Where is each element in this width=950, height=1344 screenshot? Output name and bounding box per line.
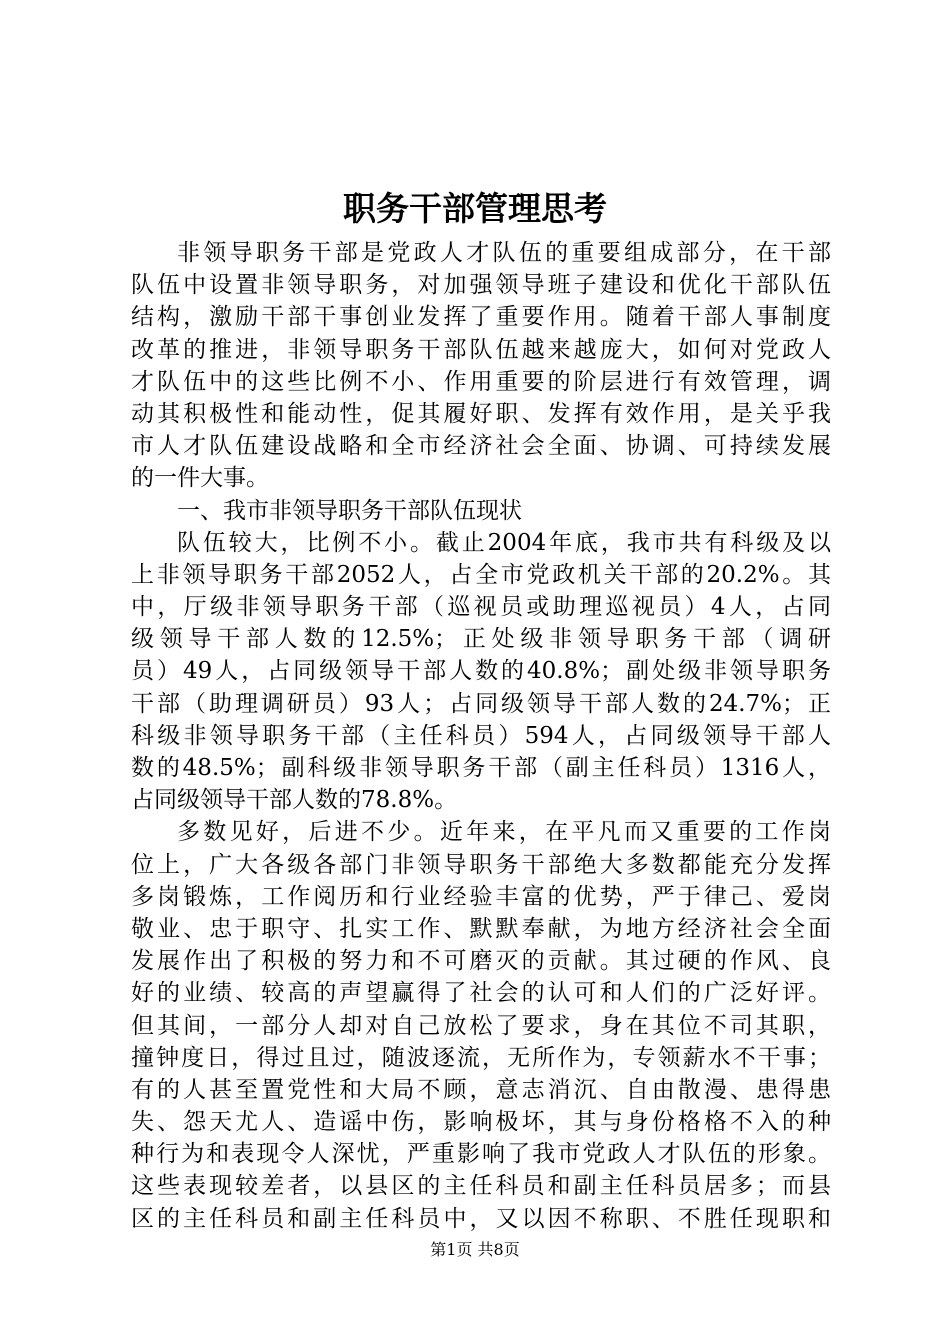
text-line: 队伍较大，比例不小。截止2004年底，我市共有科级及以 [177, 529, 831, 556]
section-heading: 一、我市非领导职务干部队伍现状 [177, 497, 522, 524]
text-line: 上非领导职务干部2052人，占全市党政机关干部的20.2%。其 [131, 561, 831, 588]
text-line: 好的业绩、较高的声望赢得了社会的认可和人们的广泛好评。 [131, 980, 831, 1007]
text-line: 多数见好，后进不少。近年来，在平凡而又重要的工作岗 [177, 819, 831, 846]
text-line: 发展作出了积极的努力和不可磨灭的贡献。其过硬的作风、良 [131, 948, 831, 975]
text-line: 动其积极性和能动性，促其履好职、发挥有效作用，是关乎我 [131, 400, 831, 427]
document-title: 职务干部管理思考 [343, 189, 607, 228]
text-line: 这些表现较差者，以县区的主任科员和副主任科员居多；而县 [131, 1173, 831, 1200]
text-line: 种行为和表现令人深忧，严重影响了我市党政人才队伍的形象。 [131, 1141, 831, 1168]
text-line: 改革的推进，非领导职务干部队伍越来越庞大，如何对党政人 [131, 336, 831, 363]
text-line: 的一件大事。 [131, 465, 269, 492]
text-line: 区的主任科员和副主任科员中，又以因不称职、不胜任现职和 [131, 1205, 831, 1232]
text-line: 非领导职务干部是党政人才队伍的重要组成部分，在干部 [177, 240, 831, 266]
text-line: 失、怨天尤人、造谣中伤，影响极坏，其与身份格格不入的种 [131, 1109, 831, 1136]
text-line: 结构，激励干部干事创业发挥了重要作用。随着干部人事制度 [131, 304, 831, 331]
text-line: 员）49人，占同级领导干部人数的40.8%；副处级非领导职务 [131, 658, 831, 685]
text-line: 队伍中设置非领导职务，对加强领导班子建设和优化干部队伍 [131, 272, 831, 299]
text-line: 级领导干部人数的12.5%；正处级非领导职务干部（调研 [131, 626, 831, 653]
text-line: 位上，广大各级各部门非领导职务干部绝大多数都能充分发挥 [131, 851, 831, 878]
text-line: 多岗锻炼，工作阅历和行业经验丰富的优势，严于律己、爱岗 [131, 883, 831, 910]
text-line: 但其间，一部分人却对自己放松了要求，身在其位不司其职， [131, 1012, 831, 1039]
text-line: 科级非领导职务干部（主任科员）594人，占同级领导干部人 [131, 722, 831, 749]
page-footer: 第1页 共8页 [430, 1240, 520, 1259]
text-line: 干部（助理调研员）93人；占同级领导干部人数的24.7%；正 [131, 690, 831, 717]
text-line: 撞钟度日，得过且过，随波逐流，无所作为，专领薪水不干事； [131, 1044, 831, 1071]
text-line: 敬业、忠于职守、扎实工作、默默奉献，为地方经济社会全面 [131, 915, 831, 942]
text-line: 数的48.5%；副科级非领导职务干部（副主任科员）1316人， [131, 755, 831, 781]
text-line: 占同级领导干部人数的78.8%。 [131, 787, 458, 814]
text-line: 才队伍中的这些比例不小、作用重要的阶层进行有效管理，调 [131, 368, 831, 395]
document-body [131, 237, 831, 1235]
text-line: 有的人甚至置党性和大局不顾，意志消沉、自由散漫、患得患 [131, 1076, 831, 1103]
text-line: 市人才队伍建设战略和全市经济社会全面、协调、可持续发展 [131, 433, 831, 460]
text-line: 中，厅级非领导职务干部（巡视员或助理巡视员）4人，占同 [131, 594, 831, 621]
